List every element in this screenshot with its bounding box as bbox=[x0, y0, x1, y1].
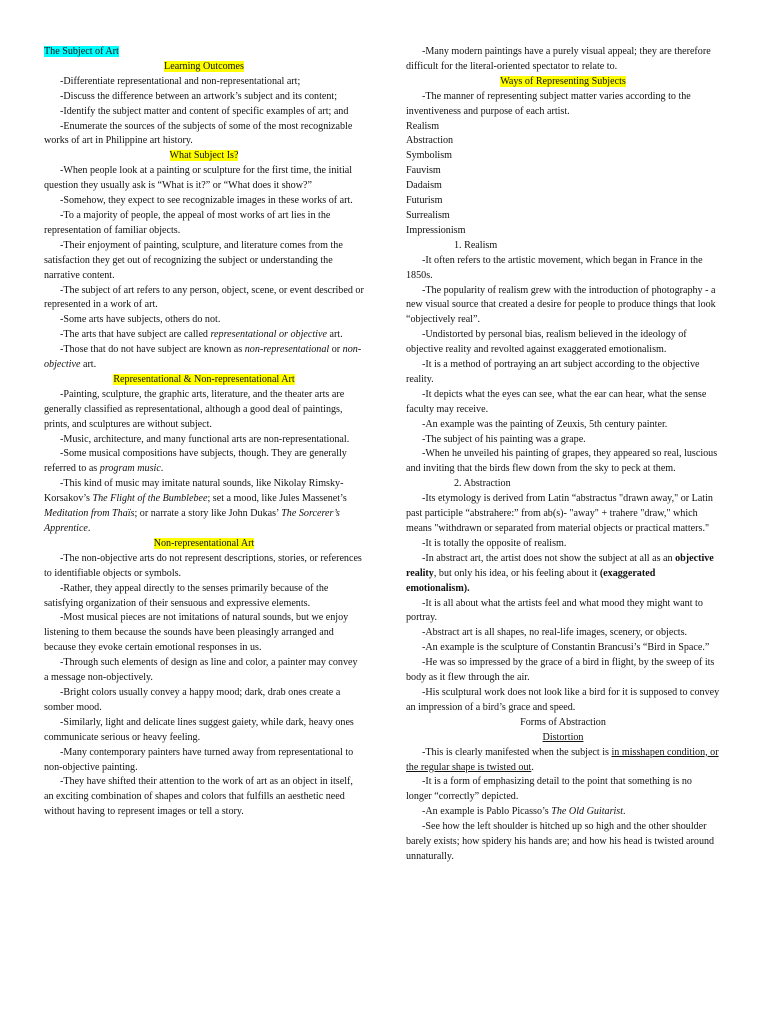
paragraph-picasso-example: -An example is Pablo Picasso’s The Old Guitarist. bbox=[422, 806, 626, 818]
right-column bbox=[406, 45, 720, 865]
paragraph: -It is a form of emphasizing detail to the point that something is no longer “correctly” depicted. bbox=[406, 776, 692, 803]
paragraph: -An example is the sculpture of Constantin Brancusi’s “Bird in Space.” bbox=[422, 642, 710, 654]
paragraph: -The subject of art refers to any person, object, scene, or event described or represented in a work of art. bbox=[44, 284, 364, 311]
paragraph-program-music: -Some musical compositions have subjects, though. They are generally referred to as program music. bbox=[44, 448, 347, 475]
heading-what-subject-is: What Subject Is? bbox=[169, 150, 239, 162]
heading-forms-of-abstraction: Forms of Abstraction bbox=[520, 716, 606, 728]
paragraph: -Some arts have subjects, others do not. bbox=[60, 314, 221, 326]
paragraph: -When people look at a painting or sculpture for the first time, the initial question they usually ask is “What is it?” or “What does it show?” bbox=[44, 165, 353, 192]
paragraph: -Its etymology is derived from Latin “abstractus "drawn away," or Latin past participle “abstrahere:” from ab(s)- "away" + trahere "draw," which means "withdrawn or separated from material objects or practical matters." bbox=[406, 493, 713, 534]
paragraph: -Rather, they appeal directly to the senses primarily because of the satisfying organization of their sensuous and expressive elements. bbox=[44, 582, 329, 609]
paragraph: -Most musical pieces are not imitations of natural sounds, but we enjoy listening to them because the sounds have been pleasingly arranged and because they evoke certain emotional responses in us. bbox=[44, 612, 349, 654]
paragraph: -When he unveiled his painting of grapes, they appeared so real, luscious and inviting that the birds flew down from the sky to peck at them. bbox=[406, 448, 718, 475]
paragraph: -Somehow, they expect to see recognizable images in these works of art. bbox=[60, 195, 353, 207]
paragraph: -The non-objective arts do not represent descriptions, stories, or references to identifiable objects or symbols. bbox=[44, 552, 362, 579]
paragraph-non-representational: -Those that do not have subject are known as non-representational or non-objective art. bbox=[44, 344, 362, 371]
list-item: Dadaism bbox=[406, 180, 442, 192]
list-item: Abstraction bbox=[406, 135, 454, 147]
heading-ways-of-representing: Ways of Representing Subjects bbox=[500, 75, 626, 87]
paragraph: -It is all about what the artists feel and what mood they might want to portray. bbox=[406, 597, 703, 624]
paragraph: -See how the left shoulder is hitched up so high and the other shoulder barely exists; how spidery his hands are; and how his head is twisted around unnaturally. bbox=[406, 821, 715, 862]
learning-outcome: -Identify the subject matter and content of specific examples of art; and bbox=[60, 105, 349, 117]
list-item: Surrealism bbox=[406, 209, 450, 221]
paragraph-distortion-definition: -This is clearly manifested when the subject is in misshapen condition, or the regular shape is twisted out. bbox=[406, 746, 719, 773]
learning-outcome: -Discuss the difference between an artwork’s subject and its content; bbox=[60, 90, 338, 102]
paragraph: -The subject of his painting was a grape. bbox=[422, 433, 586, 445]
learning-outcome: -Enumerate the sources of the subjects of some of the most recognizable works of art in Philippine art history. bbox=[44, 120, 353, 147]
paragraph: -His sculptural work does not look like a bird for it is supposed to convey an impression of a bird’s grace and speed. bbox=[406, 686, 720, 713]
paragraph: -Undistorted by personal bias, realism believed in the ideology of objective reality and revolted against exaggerated emotionalism. bbox=[406, 329, 687, 356]
document-title: The Subject of Art bbox=[44, 46, 119, 57]
list-item: Fauvism bbox=[406, 165, 441, 177]
paragraph: -Many modern paintings have a purely visual appeal; they are therefore difficult for the literal-oriented spectator to relate to. bbox=[406, 46, 711, 72]
list-item: Futurism bbox=[406, 195, 443, 207]
paragraph: -Through such elements of design as line and color, a painter may convey a message non-objectively. bbox=[44, 657, 358, 684]
heading-realism: 1. Realism bbox=[454, 239, 498, 251]
paragraph: -Similarly, light and delicate lines suggest gaiety, while dark, heavy ones communicate serious or heavy feeling. bbox=[44, 716, 354, 743]
paragraph-abstract-art: -In abstract art, the artist does not show the subject at all as an objective reality, but only his idea, or his feeling about it (exaggerated emotionalism). bbox=[406, 552, 714, 594]
heading-learning-outcomes: Learning Outcomes bbox=[164, 60, 244, 72]
paragraph-representational: -The arts that have subject are called representational or objective art. bbox=[60, 329, 343, 341]
left-column bbox=[44, 45, 364, 820]
heading-non-representational-art: Non-representational Art bbox=[153, 537, 255, 549]
paragraph: -It is totally the opposite of realism. bbox=[422, 537, 567, 549]
list-item: Impressionism bbox=[406, 224, 466, 236]
paragraph: -Bright colors usually convey a happy mood; dark, drab ones create a somber mood. bbox=[44, 686, 341, 713]
paragraph: -To a majority of people, the appeal of most works of art lies in the representation of familiar objects. bbox=[44, 209, 331, 236]
paragraph: -Painting, sculpture, the graphic arts, literature, and the theater arts are generally classified as representational, although a good deal of paintings, prints, and sculptures are without subject. bbox=[44, 388, 345, 430]
paragraph: -It is a method of portraying an art subject according to the objective reality. bbox=[406, 359, 700, 385]
heading-abstraction: 2. Abstraction bbox=[454, 478, 511, 490]
paragraph: -He was so impressed by the grace of a bird in flight, by the sweep of its body as it flew through the air. bbox=[406, 657, 715, 684]
paragraph-music-examples: -This kind of music may imitate natural sounds, like Nikolay Rimsky-Korsakov’s The Flight of the Bumblebee; set a mood, like Jules Massenet’s Meditation from Thaïs; or narrate a story like John Dukas’ The Sorcerer’s Apprentice. bbox=[44, 478, 347, 534]
paragraph: -Their enjoyment of painting, sculpture, and literature comes from the satisfaction they get out of recognizing the subject or understanding the narrative content. bbox=[44, 239, 343, 281]
paragraph: -Abstract art is all shapes, no real-life images, scenery, or objects. bbox=[422, 627, 688, 639]
paragraph: -Music, architecture, and many functional arts are non-representational. bbox=[60, 433, 350, 445]
paragraph: -Many contemporary painters have turned away from representational to non-objective painting. bbox=[44, 746, 354, 773]
heading-distortion: Distortion bbox=[542, 731, 584, 743]
paragraph: -The manner of representing subject matter varies according to the inventiveness and purpose of each artist. bbox=[406, 90, 691, 117]
paragraph: -An example was the painting of Zeuxis, 5th century painter. bbox=[422, 418, 668, 430]
list-item: Symbolism bbox=[406, 150, 452, 162]
paragraph: -They have shifted their attention to the work of art as an object in itself, an exciting combination of shapes and colors that fulfills an aesthetic need without having to represent images or tell a story. bbox=[44, 776, 353, 818]
list-item: Realism bbox=[406, 120, 440, 132]
learning-outcome: -Differentiate representational and non-representational art; bbox=[60, 75, 301, 87]
heading-representational-non-representational: Representational & Non-representational Art bbox=[113, 373, 295, 385]
paragraph: -The popularity of realism grew with the introduction of photography - a new visual source that created a desire for people to produce things that look “objectively real”. bbox=[406, 284, 716, 326]
paragraph: -It depicts what the eyes can see, what the ear can hear, what the sense faculty may receive. bbox=[406, 388, 707, 415]
paragraph: -It often refers to the artistic movement, which began in France in the 1850s. bbox=[406, 254, 703, 281]
